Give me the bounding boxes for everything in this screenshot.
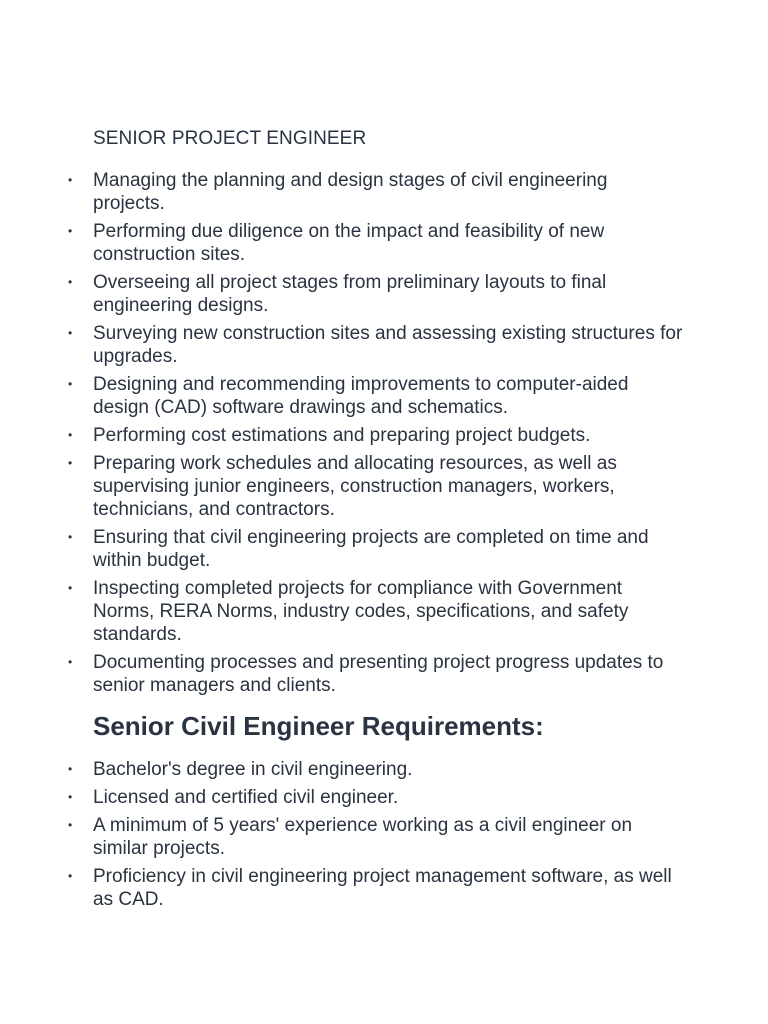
list-item <box>0 865 768 911</box>
bullet-icon: • <box>68 224 73 238</box>
bullet-icon: • <box>68 581 73 595</box>
list-item-text: Managing the planning and design stages of civil engineering projects. <box>93 170 608 214</box>
bullet-icon: • <box>68 790 73 804</box>
list-item-text: Licensed and certified civil engineer. <box>93 787 399 808</box>
bullet-icon: • <box>68 762 73 776</box>
list-item-text: A minimum of 5 years' experience working as a civil engineer on similar projects. <box>93 815 633 859</box>
list-item-text: Ensuring that civil engineering projects are completed on time and within budget. <box>93 527 649 571</box>
list-item <box>0 322 768 368</box>
list-item-text: Overseeing all project stages from preliminary layouts to final engineering designs. <box>93 272 607 316</box>
bullet-icon: • <box>68 869 73 883</box>
list-item <box>0 169 768 215</box>
list-item <box>0 786 768 809</box>
bullet-icon: • <box>68 456 73 470</box>
list-item <box>0 271 768 317</box>
bullet-icon: • <box>68 428 73 442</box>
role-title: SENIOR PROJECT ENGINEER <box>93 128 367 149</box>
bullet-icon: • <box>68 818 73 832</box>
list-item <box>0 758 768 781</box>
bullet-icon: • <box>68 275 73 289</box>
list-item-text: Bachelor's degree in civil engineering. <box>93 759 413 780</box>
bullet-icon: • <box>68 530 73 544</box>
list-item <box>0 577 768 646</box>
bullet-icon: • <box>68 377 73 391</box>
list-item <box>0 651 768 697</box>
list-item-text: Preparing work schedules and allocating resources, as well as supervising junior engineers, construction managers, workers, technicians, and contractors. <box>93 453 617 520</box>
bullet-icon: • <box>68 655 73 669</box>
list-item <box>0 526 768 572</box>
list-item-text: Designing and recommending improvements to computer-aided design (CAD) software drawings and schematics. <box>93 374 629 418</box>
requirements-heading: Senior Civil Engineer Requirements: <box>93 711 544 741</box>
list-item-text: Proficiency in civil engineering project management software, as well as CAD. <box>93 866 672 910</box>
list-item-text: Performing due diligence on the impact and feasibility of new construction sites. <box>93 221 605 265</box>
list-item-text: Documenting processes and presenting project progress updates to senior managers and clients. <box>93 652 664 696</box>
list-item <box>0 373 768 419</box>
duties-list <box>0 169 768 702</box>
list-item-text: Surveying new construction sites and assessing existing structures for upgrades. <box>93 323 683 367</box>
list-item-text: Inspecting completed projects for compliance with Government Norms, RERA Norms, industry codes, specifications, and safety standards. <box>93 578 629 645</box>
list-item <box>0 220 768 266</box>
list-item-text: Performing cost estimations and preparing project budgets. <box>93 425 591 446</box>
bullet-icon: • <box>68 173 73 187</box>
list-item <box>0 452 768 521</box>
bullet-icon: • <box>68 326 73 340</box>
requirements-list <box>0 758 768 916</box>
list-item <box>0 424 768 447</box>
list-item <box>0 814 768 860</box>
